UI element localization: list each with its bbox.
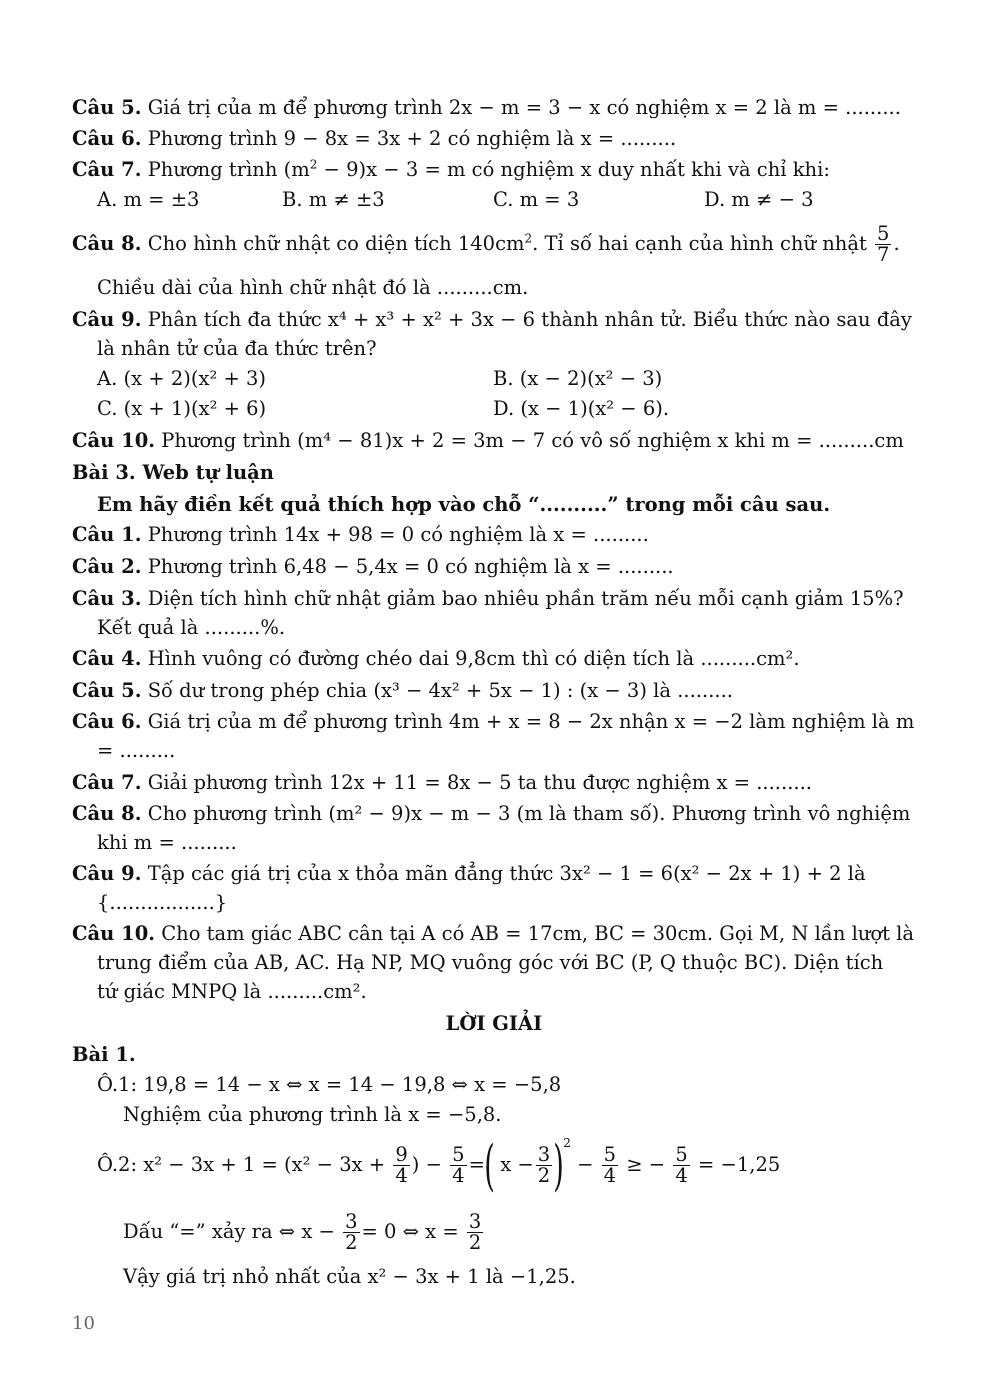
question-text: Phương trình 9 − 8x = 3x + 2 có nghiệm là x = ......... bbox=[147, 127, 677, 150]
question-b9-line2: {.................} bbox=[97, 891, 228, 914]
math-text: Dấu “=” xảy ra ⇔ x − bbox=[123, 1220, 335, 1243]
question-b4 bbox=[72, 647, 916, 671]
fraction: $\frac{3}{2}$ bbox=[345, 1210, 358, 1254]
solution-o2 bbox=[97, 1133, 916, 1197]
question-text: Phương trình (m⁴ − 81)x + 2 = 3m − 7 có vô số nghiệm x khi m = .........cm bbox=[161, 429, 904, 452]
question-label: Câu 8. bbox=[72, 232, 142, 255]
question-b8-line2: khi m = ......... bbox=[97, 831, 237, 854]
question-label: Câu 7. bbox=[72, 158, 142, 181]
right-paren-icon: ) bbox=[553, 1133, 564, 1197]
question-a6 bbox=[72, 127, 916, 151]
question-text: Giá trị của m để phương trình 4m + x = 8 − 2x nhận x = −2 làm nghiệm là m bbox=[147, 710, 915, 733]
question-a8: Câu 8. Cho hình chữ nhật co diện tích $140cm^2$. Tỉ số hai cạnh của hình chữ nhật $\frac{5}{7}$ . bbox=[72, 222, 900, 266]
option-b: B. (x − 2)(x² − 3) bbox=[493, 367, 663, 390]
section-heading: Bài 3. Web tự luận bbox=[72, 461, 274, 484]
question-text: Phương trình 6,48 − 5,4x = 0 có nghiệm là x = ......... bbox=[147, 555, 674, 578]
question-b8 bbox=[72, 802, 916, 826]
question-text: − 9)x − 3 = m có nghiệm x duy nhất khi và chỉ khi: bbox=[317, 158, 830, 181]
math-text: ≥ − bbox=[626, 1153, 666, 1176]
option-d: D. (x − 1)(x² − 6). bbox=[493, 397, 670, 420]
page-number: 10 bbox=[72, 1313, 95, 1334]
solution-title: LỜI GIẢI bbox=[445, 1012, 543, 1035]
question-a7: Câu 7. Phương trình $(m^2 - 9)x - 3 = m$ có nghiệm x duy nhất khi và chỉ khi: bbox=[72, 157, 830, 181]
question-b1 bbox=[72, 523, 916, 547]
solution-part-heading: Bài 1. bbox=[72, 1043, 136, 1066]
solution-o1-line2: Nghiệm của phương trình là x = −5,8. bbox=[123, 1103, 502, 1126]
option-a: A. m = ±3 bbox=[97, 188, 200, 211]
question-b10-line2: trung điểm của AB, AC. Hạ NP, MQ vuông góc với BC (P, Q thuộc BC). Diện tích bbox=[97, 951, 884, 974]
question-text: Phân tích đa thức x⁴ + x³ + x² + 3x − 6 thành nhân tử. Biểu thức nào sau đây bbox=[147, 308, 912, 331]
question-label: Câu 5. bbox=[72, 679, 142, 702]
solution-conclusion: Vậy giá trị nhỏ nhất của x² − 3x + 1 là −1,25. bbox=[123, 1265, 576, 1288]
fraction: $\frac{5}{4}$ bbox=[675, 1143, 688, 1187]
question-text: Giá trị của m để phương trình 2x − m = 3 − x có nghiệm x = 2 là m = ......... bbox=[147, 96, 901, 119]
question-text: Tập các giá trị của x thỏa mãn đẳng thức 3x² − 1 = 6(x² − 2x + 1) + 2 là bbox=[147, 862, 866, 885]
question-b3 bbox=[72, 587, 916, 611]
option-b: B. m ≠ ±3 bbox=[282, 188, 385, 211]
math-text: = 0 ⇔ x = bbox=[361, 1220, 459, 1243]
question-b5 bbox=[72, 679, 916, 703]
question-b10-line3: tứ giác MNPQ là .........cm². bbox=[97, 980, 367, 1003]
fraction: $\frac{5}{4}$ bbox=[603, 1143, 617, 1187]
fraction: $\frac{3}{2}$ bbox=[537, 1143, 551, 1187]
question-label: Câu 3. bbox=[72, 587, 142, 610]
options-a9-row1 bbox=[97, 367, 916, 391]
question-a5 bbox=[72, 96, 916, 120]
question-text: Phương trình 14x + 98 = 0 có nghiệm là x = ......... bbox=[147, 523, 649, 546]
math-text: = bbox=[468, 1153, 485, 1176]
section-instruction: Em hãy điền kết quả thích hợp vào chỗ “..........” trong mỗi câu sau. bbox=[97, 493, 831, 516]
option-c: C. m = 3 bbox=[493, 188, 580, 211]
question-b2 bbox=[72, 555, 916, 579]
option-c: C. (x + 1)(x² + 6) bbox=[97, 397, 267, 420]
options-a9-row2 bbox=[97, 397, 916, 421]
question-a8-line2: Chiều dài của hình chữ nhật đó là .........cm. bbox=[97, 276, 529, 299]
question-label: Câu 1. bbox=[72, 523, 142, 546]
fraction: $\frac{3}{2}$ bbox=[468, 1210, 482, 1254]
fraction: $\frac{9}{4}$ bbox=[395, 1143, 408, 1187]
question-label: Câu 7. bbox=[72, 771, 142, 794]
question-a10 bbox=[72, 429, 916, 453]
solution-o1-line1: Ô.1: 19,8 = 14 − x ⇔ x = 14 − 19,8 ⇔ x = −5,8 bbox=[97, 1073, 562, 1096]
exponent: 2 bbox=[563, 1136, 571, 1150]
question-label: Câu 4. bbox=[72, 647, 142, 670]
option-a: A. (x + 2)(x² + 3) bbox=[97, 367, 267, 390]
question-b7 bbox=[72, 771, 916, 795]
question-text: Số dư trong phép chia (x³ − 4x² + 5x − 1) : (x − 3) là ......... bbox=[147, 679, 733, 702]
question-label: Câu 5. bbox=[72, 96, 142, 119]
math-text: = −1,25 bbox=[697, 1153, 781, 1176]
math-text: x − bbox=[500, 1153, 534, 1176]
math-text: ) − bbox=[411, 1153, 442, 1176]
question-b3-line2: Kết quả là .........%. bbox=[97, 616, 286, 639]
question-text: Cho phương trình (m² − 9)x − m − 3 (m là tham số). Phương trình vô nghiệm bbox=[147, 802, 911, 825]
question-text: Cho hình chữ nhật co diện tích 140cm bbox=[147, 232, 525, 255]
question-text: Hình vuông có đường chéo dai 9,8cm thì có diện tích là .........cm². bbox=[147, 647, 800, 670]
left-paren-icon: ( bbox=[484, 1133, 495, 1197]
fraction: $\frac{5}{4}$ bbox=[452, 1143, 465, 1187]
question-label: Câu 10. bbox=[72, 922, 156, 945]
question-label: Câu 6. bbox=[72, 127, 142, 150]
question-b10 bbox=[72, 922, 916, 946]
options-a7 bbox=[97, 188, 916, 212]
fraction: $\frac{5}{7}$ bbox=[877, 222, 890, 266]
math-text: − bbox=[577, 1153, 594, 1176]
question-b6 bbox=[72, 710, 916, 734]
question-text: Cho tam giác ABC cân tại A có AB = 17cm, BC = 30cm. Gọi M, N lần lượt là bbox=[161, 922, 915, 945]
question-text: Phương trình (m bbox=[147, 158, 310, 181]
question-a9 bbox=[72, 308, 916, 332]
question-label: Câu 8. bbox=[72, 802, 142, 825]
solution-equality bbox=[123, 1208, 916, 1256]
question-a9-line2: là nhân tử của đa thức trên? bbox=[97, 337, 377, 360]
question-label: Câu 10. bbox=[72, 429, 156, 452]
math-text: Ô.2: x² − 3x + 1 = (x² − 3x + bbox=[97, 1153, 386, 1176]
question-b6-line2: = ......... bbox=[97, 739, 176, 762]
question-text: Giải phương trình 12x + 11 = 8x − 5 ta thu được nghiệm x = ......... bbox=[147, 771, 812, 794]
question-label: Câu 9. bbox=[72, 308, 142, 331]
question-text: . Tỉ số hai cạnh của hình chữ nhật bbox=[532, 232, 867, 255]
question-label: Câu 9. bbox=[72, 862, 142, 885]
question-b9 bbox=[72, 862, 916, 886]
question-label: Câu 6. bbox=[72, 710, 142, 733]
question-text: Diện tích hình chữ nhật giảm bao nhiêu phần trăm nếu mỗi cạnh giảm 15%? bbox=[147, 587, 904, 610]
option-d: D. m ≠ − 3 bbox=[704, 188, 814, 211]
question-label: Câu 2. bbox=[72, 555, 142, 578]
